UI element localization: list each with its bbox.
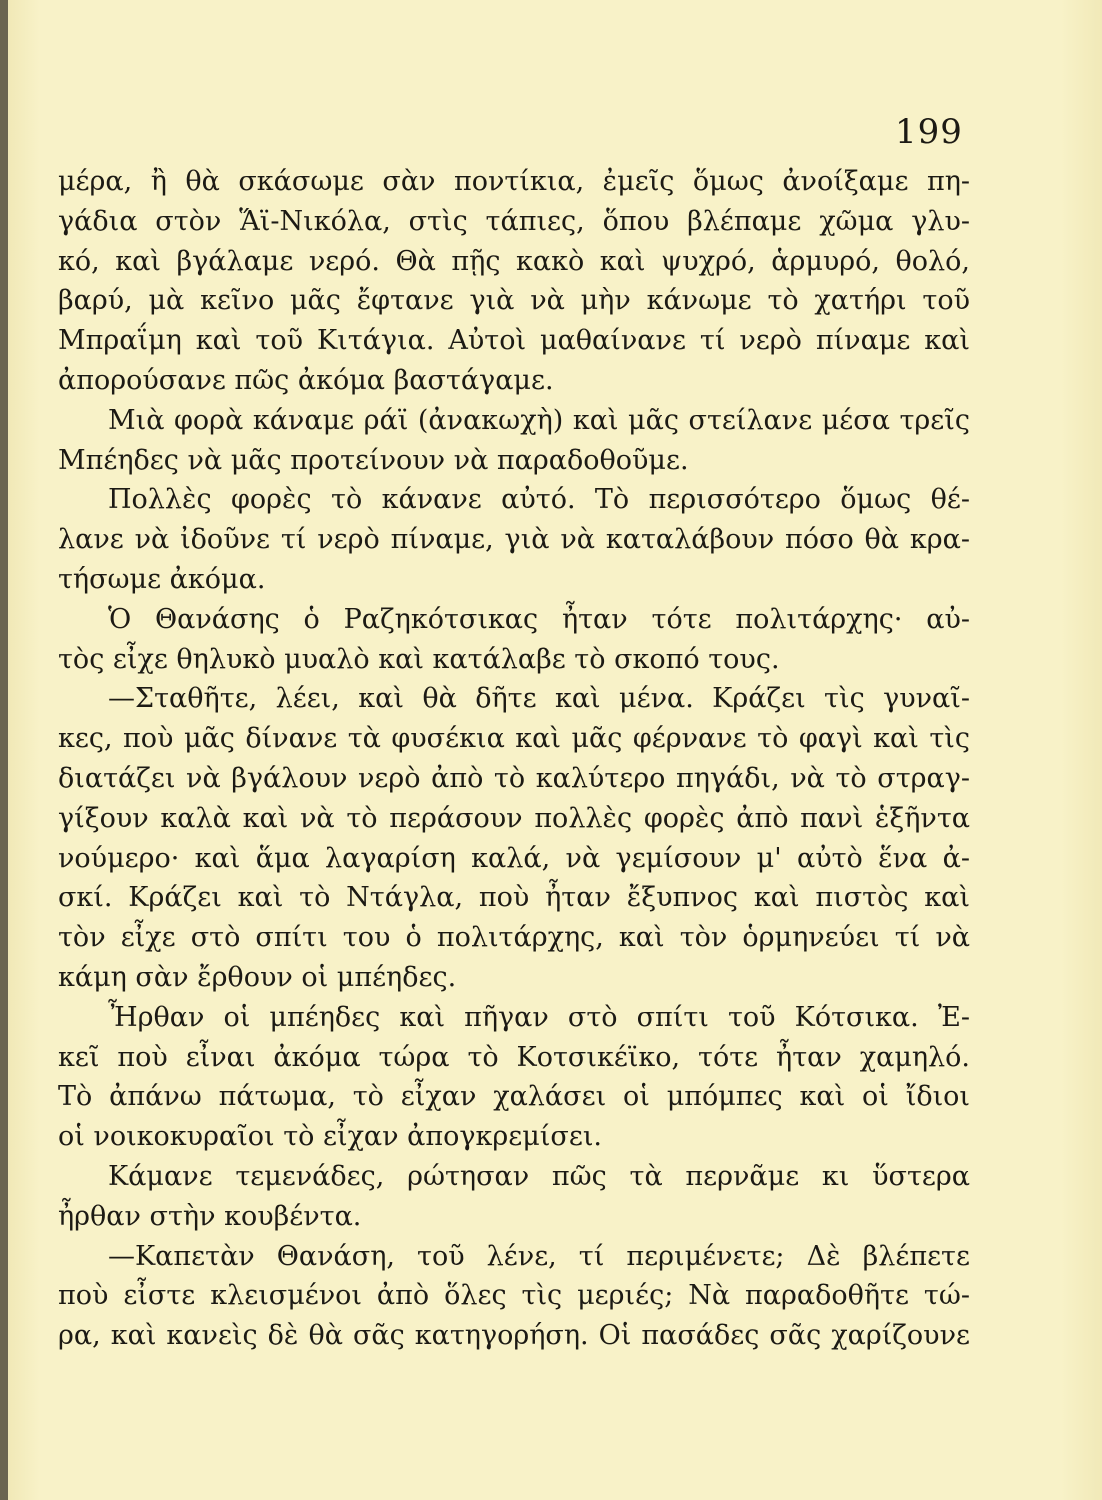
text-line: Κάμανε τεμενάδες, ρώτησαν πῶς τὰ περνᾶμε κι ὕστερα (108, 1160, 970, 1192)
text-line: διατάζει νὰ βγάλουν νερὸ ἀπὸ τὸ καλύτερο πηγάδι, νὰ τὸ στραγ- (58, 762, 970, 794)
text-line: ἦρθαν στὴν κουβέντα. (58, 1200, 362, 1232)
text-line: Ἦρθαν οἱ μπέηδες καὶ πῆγαν στὸ σπίτι τοῦ Κότσικα. Ἐ- (108, 1001, 970, 1033)
text-line: κό, καὶ βγάλαμε νερό. Θὰ πῇς κακὸ καὶ ψυχρό, ἁρμυρό, θολό, (58, 245, 970, 277)
text-line: κες, ποὺ μᾶς δίνανε τὰ φυσέκια καὶ μᾶς φέρνανε τὸ φαγὶ καὶ τὶς (58, 723, 970, 755)
text-line: τήσωμε ἀκόμα. (58, 563, 266, 595)
text-line: ποὺ εἶστε κλεισμένοι ἀπὸ ὅλες τὶς μεριές; Νὰ παραδοθῆτε τώ- (58, 1280, 970, 1312)
text-line: τὸς εἶχε θηλυκὸ μυαλὸ καὶ κατάλαβε τὸ σκοπό τους. (58, 643, 780, 675)
text-line: —Καπετὰν Θανάση, τοῦ λένε, τί περιμένετε; Δὲ βλέπετε (108, 1240, 970, 1272)
page-binding-edge (0, 0, 8, 1500)
text-line: ρα, καὶ κανεὶς δὲ θὰ σᾶς κατηγορήση. Οἱ πασάδες σᾶς χαρίζουνε (58, 1320, 970, 1352)
text-line: οἱ νοικοκυραῖοι τὸ εἶχαν ἀπογκρεμίσει. (58, 1121, 602, 1153)
text-line: Τὸ ἀπάνω πάτωμα, τὸ εἶχαν χαλάσει οἱ μπόμπες καὶ οἱ ἴδιοι (58, 1081, 970, 1113)
text-line: κεῖ ποὺ εἶναι ἀκόμα τώρα τὸ Κοτσικέϊκο, τότε ἦταν χαμηλό. (58, 1041, 970, 1073)
text-line: νούμερο· καὶ ἅμα λαγαρίση καλά, νὰ γεμίσουν μ' αὐτὸ ἕνα ἀ- (58, 842, 970, 874)
text-line: Μπραΐμη καὶ τοῦ Κιτάγια. Αὐτοὶ μαθαίνανε τί νερὸ πίναμε καὶ (58, 325, 970, 357)
text-line: λανε νὰ ἰδοῦνε τί νερὸ πίναμε, γιὰ νὰ καταλάβουν πόσο θὰ κρα- (58, 524, 970, 556)
text-line: μέρα, ἢ θὰ σκάσωμε σὰν ποντίκια, ἐμεῖς ὅμως ἀνοίξαμε πη- (58, 166, 970, 197)
text-line: Μπέηδες νὰ μᾶς προτείνουν νὰ παραδοθοῦμε. (58, 444, 689, 476)
text-line: βαρύ, μὰ κεῖνο μᾶς ἔφτανε γιὰ νὰ μὴν κάνωμε τὸ χατήρι τοῦ (58, 285, 970, 317)
text-line: γάδια στὸν Ἅϊ-Νικόλα, στὶς τάπιες, ὅπου βλέπαμε χῶμα γλυ- (58, 205, 970, 237)
text-line: κάμη σὰν ἔρθουν οἱ μπέηδες. (58, 961, 457, 993)
text-line: Μιὰ φορὰ κάναμε ράϊ (ἀνακωχὴ) καὶ μᾶς στείλανε μέσα τρεῖς (108, 404, 970, 436)
text-line: Πολλὲς φορὲς τὸ κάνανε αὐτό. Τὸ περισσότερο ὅμως θέ- (108, 484, 970, 516)
text-line: σκί. Κράζει καὶ τὸ Ντάγλα, ποὺ ἦταν ἔξυπνος καὶ πιστὸς καὶ (58, 882, 970, 914)
text-line: —Σταθῆτε, λέει, καὶ θὰ δῆτε καὶ μένα. Κράζει τὶς γυναῖ- (108, 683, 970, 715)
body-text (58, 162, 970, 1356)
text-line: ἀπορούσανε πῶς ἀκόμα βαστάγαμε. (58, 364, 554, 396)
text-line: τὸν εἶχε στὸ σπίτι του ὁ πολιτάρχης, καὶ τὸν ὁρμηνεύει τί νὰ (58, 922, 970, 954)
text-line: Ὁ Θανάσης ὁ Ραζηκότσικας ἦταν τότε πολιτάρχης· αὐ- (108, 603, 970, 635)
page-number: 199 (895, 112, 963, 152)
text-line: γίξουν καλὰ καὶ νὰ τὸ περάσουν πολλὲς φορὲς ἀπὸ πανὶ ἑξῆντα (58, 802, 970, 834)
